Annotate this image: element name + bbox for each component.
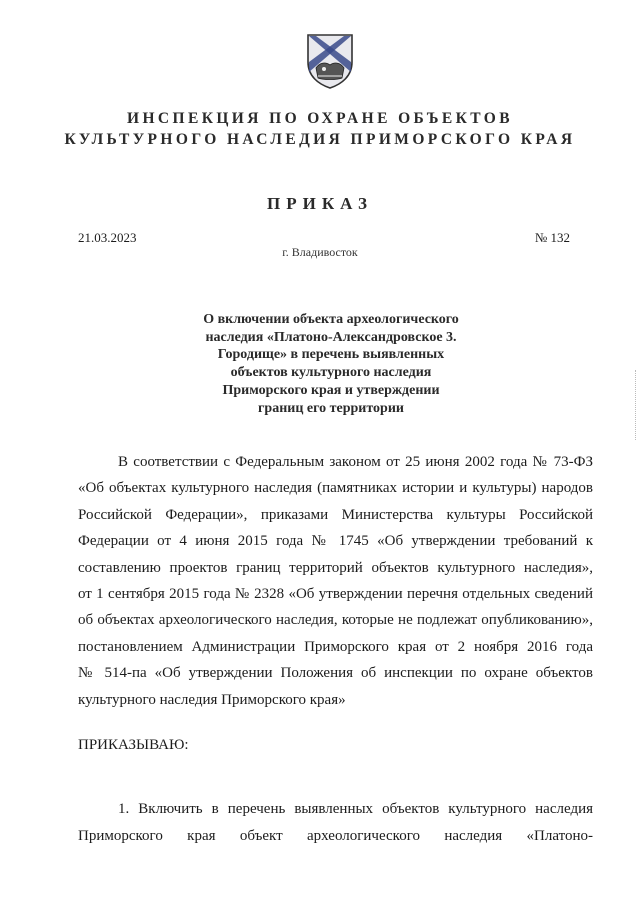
document-number: № 132 bbox=[534, 230, 570, 245]
preamble-line: составлению проектов границ территорий объектов культурного наследия», bbox=[78, 559, 593, 576]
preamble-line: Федерации от 4 июня 2015 года № 1745 «Об утверждении требований к bbox=[78, 533, 593, 550]
subject-line: Приморского края и утверждении bbox=[222, 382, 440, 398]
preamble-line: Российской Федерации», приказами Министерства культуры Российской bbox=[78, 506, 593, 523]
orders-heading: ПРИКАЗЫВАЮ: bbox=[78, 737, 189, 753]
order-item-line: Приморского края объект археологического наследия «Платоно- bbox=[78, 827, 593, 844]
document-subject bbox=[190, 311, 472, 417]
preamble-line: от 1 сентября 2015 года № 2328 «Об утверждении перечня отдельных сведений bbox=[78, 585, 593, 602]
document-type-title: ПРИКАЗ bbox=[267, 194, 373, 213]
preamble-line: «Об объектах культурного наследия (памятниках истории и культуры) народов bbox=[78, 480, 593, 497]
preamble-line: постановлением Администрации Приморского края от 2 ноября 2016 года bbox=[78, 638, 593, 655]
document-date: 21.03.2023 bbox=[78, 230, 137, 245]
document-city: г. Владивосток bbox=[282, 245, 358, 259]
subject-line: О включении объекта археологического bbox=[203, 312, 459, 327]
scan-margin-mark bbox=[635, 370, 637, 440]
subject-line: границ его территории bbox=[258, 400, 404, 416]
subject-line: наследия «Платоно-Александровское 3. bbox=[205, 329, 457, 345]
preamble-line: В соответствии с Федеральным законом от 25 июня 2002 года № 73-ФЗ bbox=[118, 454, 593, 470]
subject-line: Городище» в перечень выявленных bbox=[217, 347, 445, 363]
order-item-line: 1. Включить в перечень выявленных объектов культурного наследия bbox=[118, 801, 593, 817]
preamble-line: № 514-па «Об утверждении Положения об инспекции по охране объектов bbox=[78, 665, 593, 682]
organization-name-line-2: КУЛЬТУРНОГО НАСЛЕДИЯ ПРИМОРСКОГО КРАЯ bbox=[64, 131, 576, 148]
subject-line: объектов культурного наследия bbox=[230, 365, 432, 381]
preamble-line: культурного наследия Приморского края» bbox=[78, 691, 346, 708]
preamble-line: об объектах археологического наследия, которые не подлежат опубликованию», bbox=[78, 612, 593, 629]
preamble-paragraph bbox=[78, 449, 593, 713]
organization-name-line-1: ИНСПЕКЦИЯ ПО ОХРАНЕ ОБЪЕКТОВ bbox=[127, 110, 513, 127]
order-item-1 bbox=[78, 796, 593, 849]
coat-of-arms-icon bbox=[304, 32, 356, 90]
